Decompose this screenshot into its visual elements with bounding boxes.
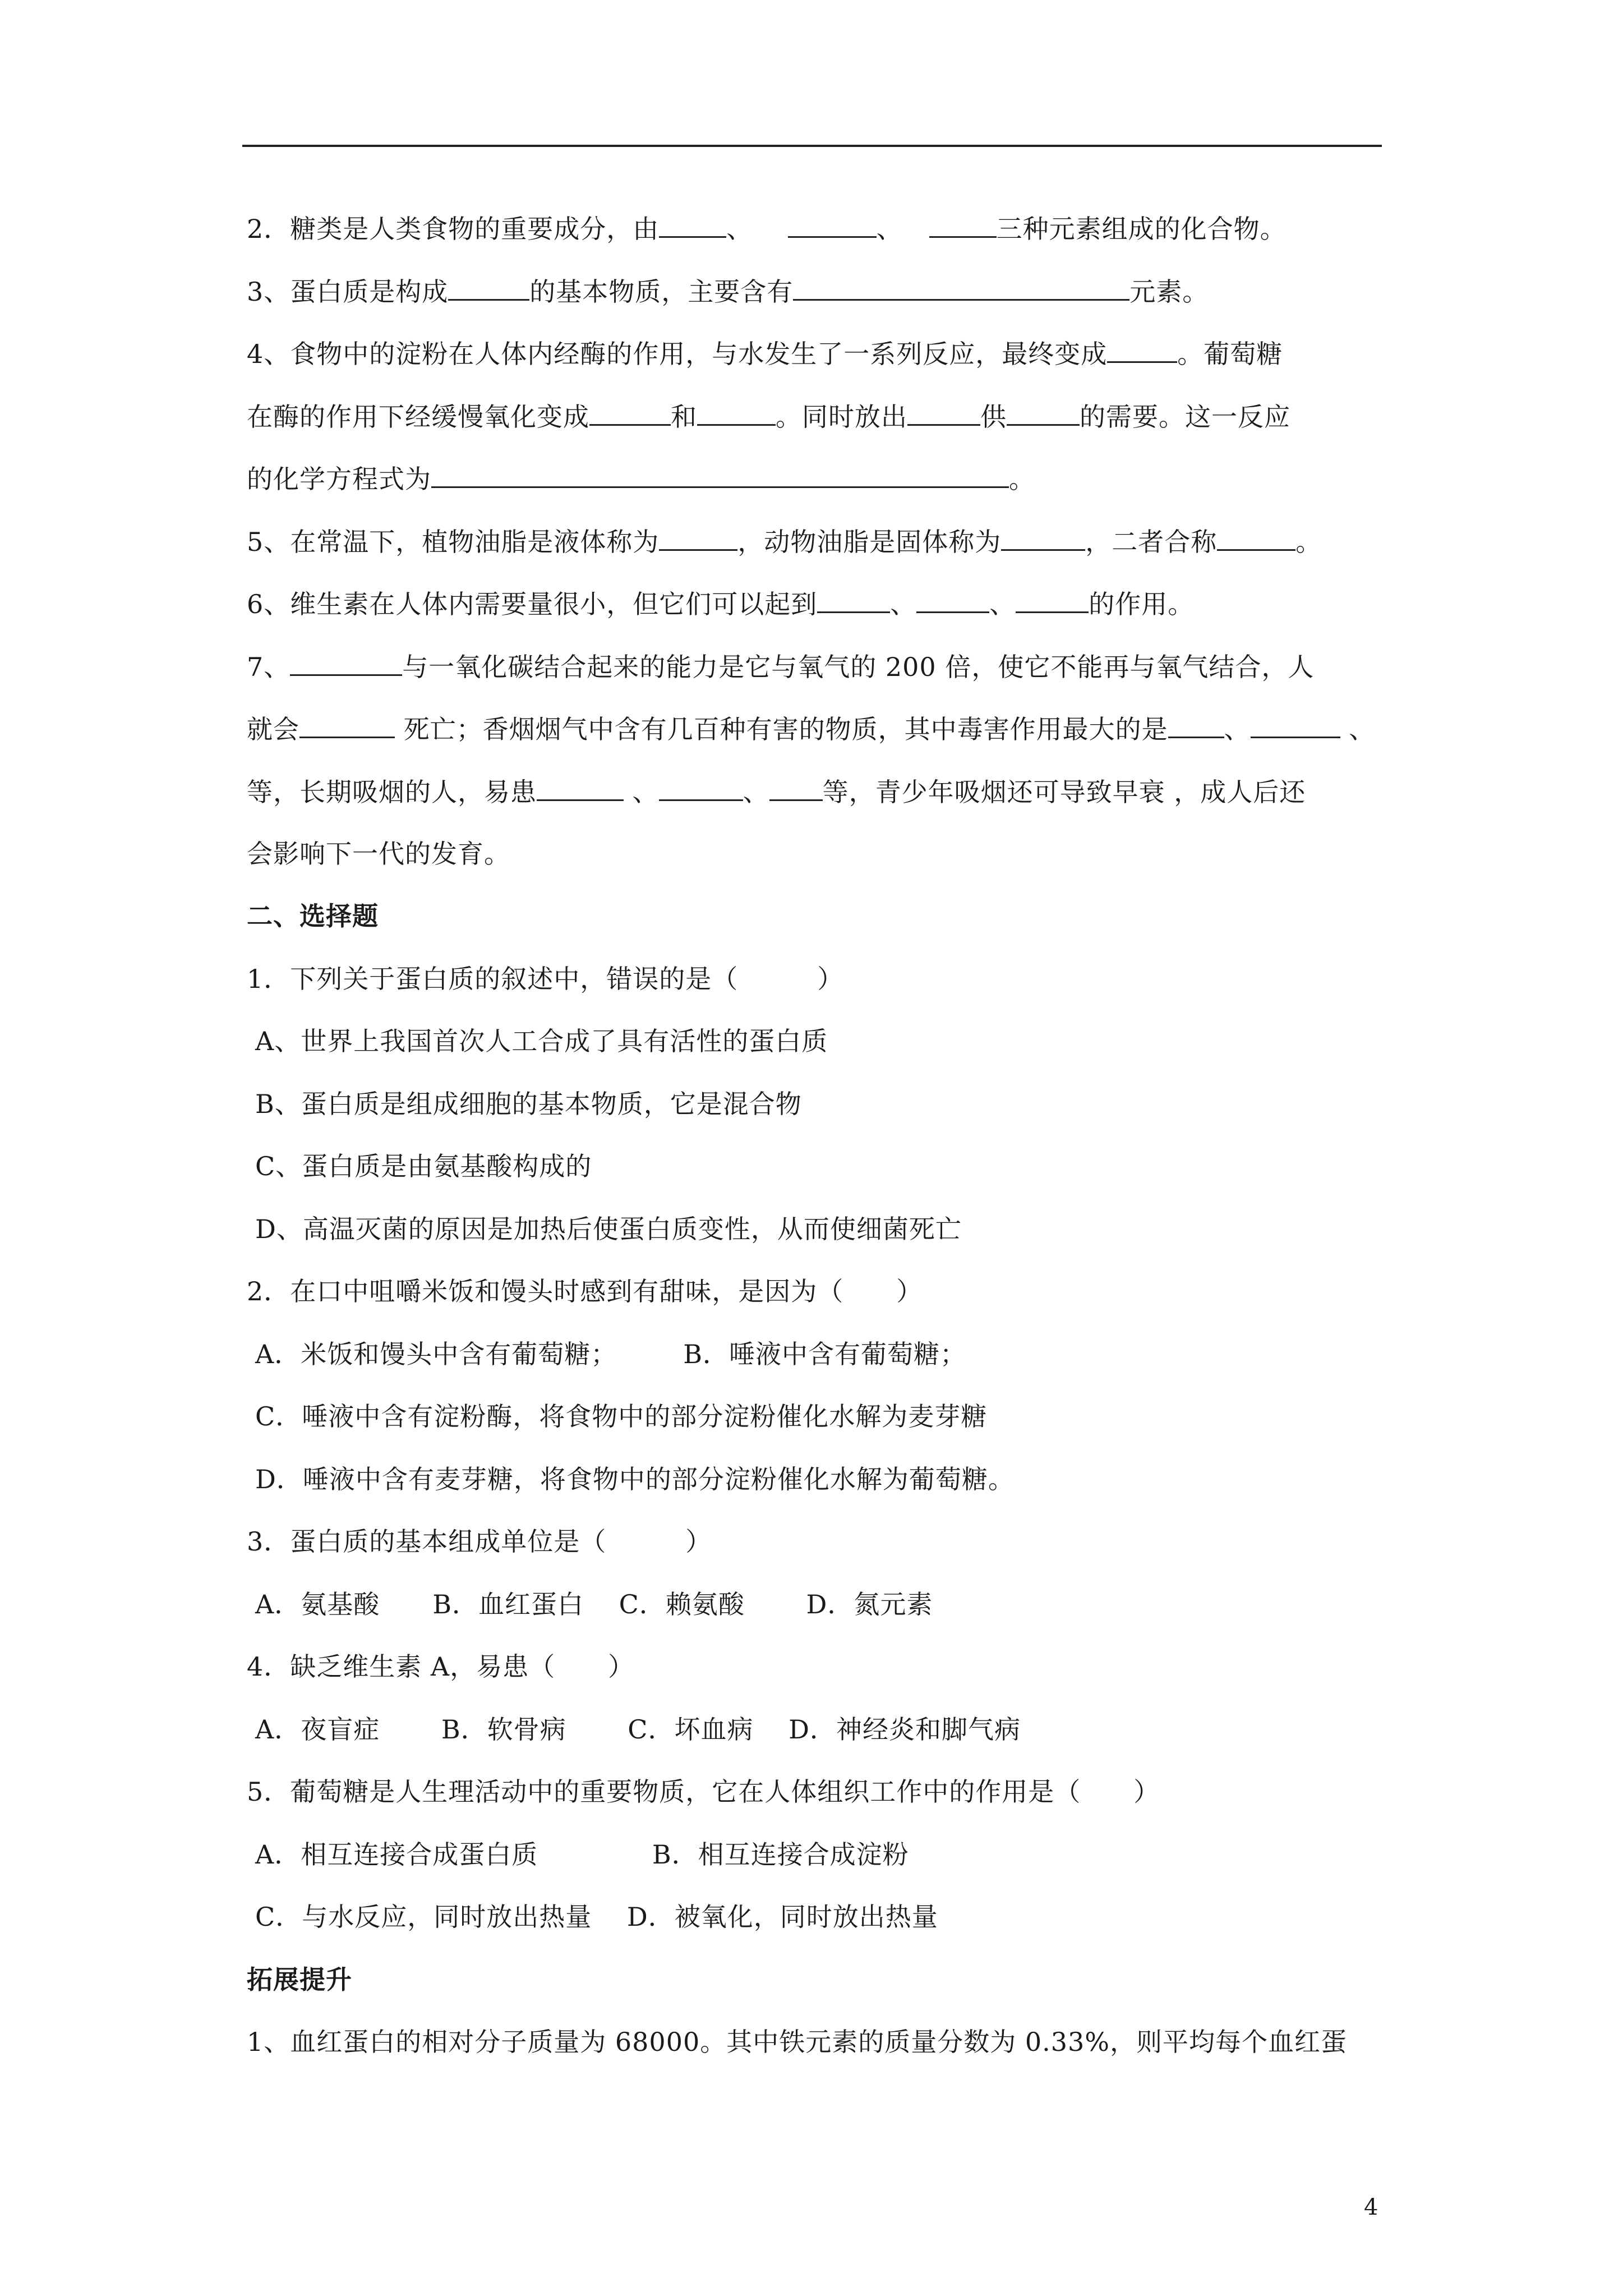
choice-question-2-stem: 2．在口中咀嚼米饭和馒头时感到有甜味，是因为（ ） <box>247 1276 923 1306</box>
answer-blank[interactable] <box>793 274 1129 301</box>
header-rule <box>242 145 1382 147</box>
choice-option[interactable]: A．氨基酸 B．血红蛋白 C．赖氨酸 D．氮元素 <box>255 1589 933 1619</box>
fill-question-6 <box>247 587 1194 621</box>
fill-question-7-line-2 <box>247 712 1375 746</box>
question-text: 2．糖类是人类食物的重要成分，由 <box>247 214 660 244</box>
question-text: 的需要。这一反应 <box>1080 402 1290 432</box>
separator: 、 <box>1224 714 1251 744</box>
answer-blank[interactable] <box>659 211 726 238</box>
fill-question-7-line-1 <box>247 650 1314 684</box>
answer-blank[interactable] <box>589 399 671 426</box>
fill-question-5 <box>247 524 1322 559</box>
answer-blank[interactable] <box>788 211 877 238</box>
question-text: ，动物油脂是固体称为 <box>737 527 1002 557</box>
answer-blank[interactable] <box>659 775 743 801</box>
question-text: 的基本物质，主要含有 <box>529 277 794 307</box>
separator: 、 <box>890 589 917 619</box>
question-text: 供 <box>980 402 1007 432</box>
answer-blank[interactable] <box>907 399 980 426</box>
answer-blank[interactable] <box>659 524 737 551</box>
answer-blank[interactable] <box>697 399 776 426</box>
fill-question-7-line-3 <box>247 775 1306 809</box>
page-number: 4 <box>1364 2194 1378 2220</box>
separator: 、 <box>624 777 659 807</box>
question-text: 三种元素组成的化合物。 <box>996 214 1287 244</box>
answer-blank[interactable] <box>290 650 402 676</box>
answer-blank[interactable] <box>448 274 529 301</box>
answer-blank[interactable] <box>916 587 989 613</box>
choice-option[interactable]: C、蛋白质是由氨基酸构成的 <box>255 1151 592 1181</box>
question-text: 4、食物中的淀粉在人体内经酶的作用，与水发生了一系列反应，最终变成 <box>247 339 1108 369</box>
choice-option[interactable]: A、世界上我国首次人工合成了具有活性的蛋白质 <box>255 1026 828 1056</box>
question-text: 与一氧化碳结合起来的能力是它与氧气的 200 倍，使它不能再与氧气结合，人 <box>402 652 1315 682</box>
question-text: ，二者合称 <box>1085 527 1218 557</box>
question-text: 5、在常温下，植物油脂是液体称为 <box>247 527 660 557</box>
question-text: 7、 <box>247 652 291 682</box>
fill-question-4-line-2 <box>247 399 1290 434</box>
separator: 、 <box>876 214 903 244</box>
question-text: 死亡；香烟烟气中含有几百种有害的物质，其中毒害作用最大的是 <box>395 714 1168 744</box>
question-text: 。葡萄糖 <box>1177 339 1283 369</box>
choice-option[interactable]: B、蛋白质是组成细胞的基本物质，它是混合物 <box>255 1089 802 1119</box>
answer-blank[interactable] <box>1016 587 1089 613</box>
question-text: 在酶的作用下经缓慢氧化变成 <box>247 402 589 432</box>
question-text: 等，长期吸烟的人，易患 <box>247 777 537 807</box>
answer-blank[interactable] <box>769 775 823 801</box>
separator: 、 <box>743 777 769 807</box>
question-text: 。 <box>1295 527 1322 557</box>
fill-question-2 <box>247 211 1287 246</box>
choice-option[interactable]: C．唾液中含有淀粉酶，将食物中的部分淀粉催化水解为麦芽糖 <box>255 1401 988 1432</box>
choice-option[interactable]: A．相互连接合成蛋白质 B．相互连接合成淀粉 <box>255 1839 909 1870</box>
separator: 、 <box>989 589 1016 619</box>
question-text: 的作用。 <box>1089 589 1195 619</box>
extend-question-1: 1、血红蛋白的相对分子质量为 68000。其中铁元素的质量分数为 0.33%，则平均每个血红蛋 <box>247 2027 1347 2057</box>
choice-question-4-stem: 4．缺乏维生素 A，易患（ ） <box>247 1651 635 1682</box>
fill-question-4-line-1 <box>247 337 1283 371</box>
separator: 、 <box>726 214 753 244</box>
choice-question-3-stem: 3．蛋白质的基本组成单位是（ ） <box>247 1526 712 1557</box>
answer-blank[interactable] <box>1168 712 1224 738</box>
answer-blank[interactable] <box>1001 524 1085 551</box>
choice-question-1-stem: 1．下列关于蛋白质的叙述中，错误的是（ ） <box>247 964 844 994</box>
answer-blank[interactable] <box>1007 399 1080 426</box>
choice-option[interactable]: D．唾液中含有麦芽糖，将食物中的部分淀粉催化水解为葡萄糖。 <box>255 1464 1015 1494</box>
choice-option[interactable]: C．与水反应，同时放出热量 D．被氧化，同时放出热量 <box>255 1902 938 1932</box>
question-text: 元素。 <box>1129 277 1209 307</box>
answer-blank[interactable] <box>299 712 395 738</box>
choice-question-5-stem: 5．葡萄糖是人生理活动中的重要物质，它在人体组织工作中的作用是（ ） <box>247 1777 1160 1807</box>
answer-blank[interactable] <box>1217 524 1295 551</box>
fill-question-4-line-3 <box>247 462 1035 496</box>
question-text: 6、维生素在人体内需要量很小，但它们可以起到 <box>247 589 818 619</box>
question-text: 。同时放出 <box>776 402 907 432</box>
choice-option[interactable]: D、高温灭菌的原因是加热后使蛋白质变性，从而使细菌死亡 <box>255 1214 962 1244</box>
fill-question-7-line-4: 会影响下一代的发育。 <box>247 839 510 869</box>
question-text: 。 <box>1009 464 1035 494</box>
question-text: 3、蛋白质是构成 <box>247 277 449 307</box>
section-title-extend: 拓展提升 <box>247 1964 352 1995</box>
separator: 、 <box>1340 714 1376 744</box>
answer-blank[interactable] <box>1107 337 1177 363</box>
choice-option[interactable]: A．米饭和馒头中含有葡萄糖； B．唾液中含有葡萄糖； <box>255 1339 967 1369</box>
answer-blank[interactable] <box>1251 712 1340 738</box>
question-text: 等，青少年吸烟还可导致早衰 ，成人后还 <box>822 777 1306 807</box>
fill-question-3 <box>247 274 1209 309</box>
answer-blank[interactable] <box>537 775 624 801</box>
question-text: 和 <box>671 402 697 432</box>
question-text: 就会 <box>247 714 299 744</box>
question-text: 的化学方程式为 <box>247 464 431 494</box>
answer-blank[interactable] <box>817 587 890 613</box>
section-title-choice: 二、选择题 <box>247 901 379 931</box>
answer-blank[interactable] <box>431 462 1009 488</box>
answer-blank[interactable] <box>929 211 997 238</box>
choice-option[interactable]: A．夜盲症 B．软骨病 C．坏血病 D．神经炎和脚气病 <box>255 1714 1021 1745</box>
